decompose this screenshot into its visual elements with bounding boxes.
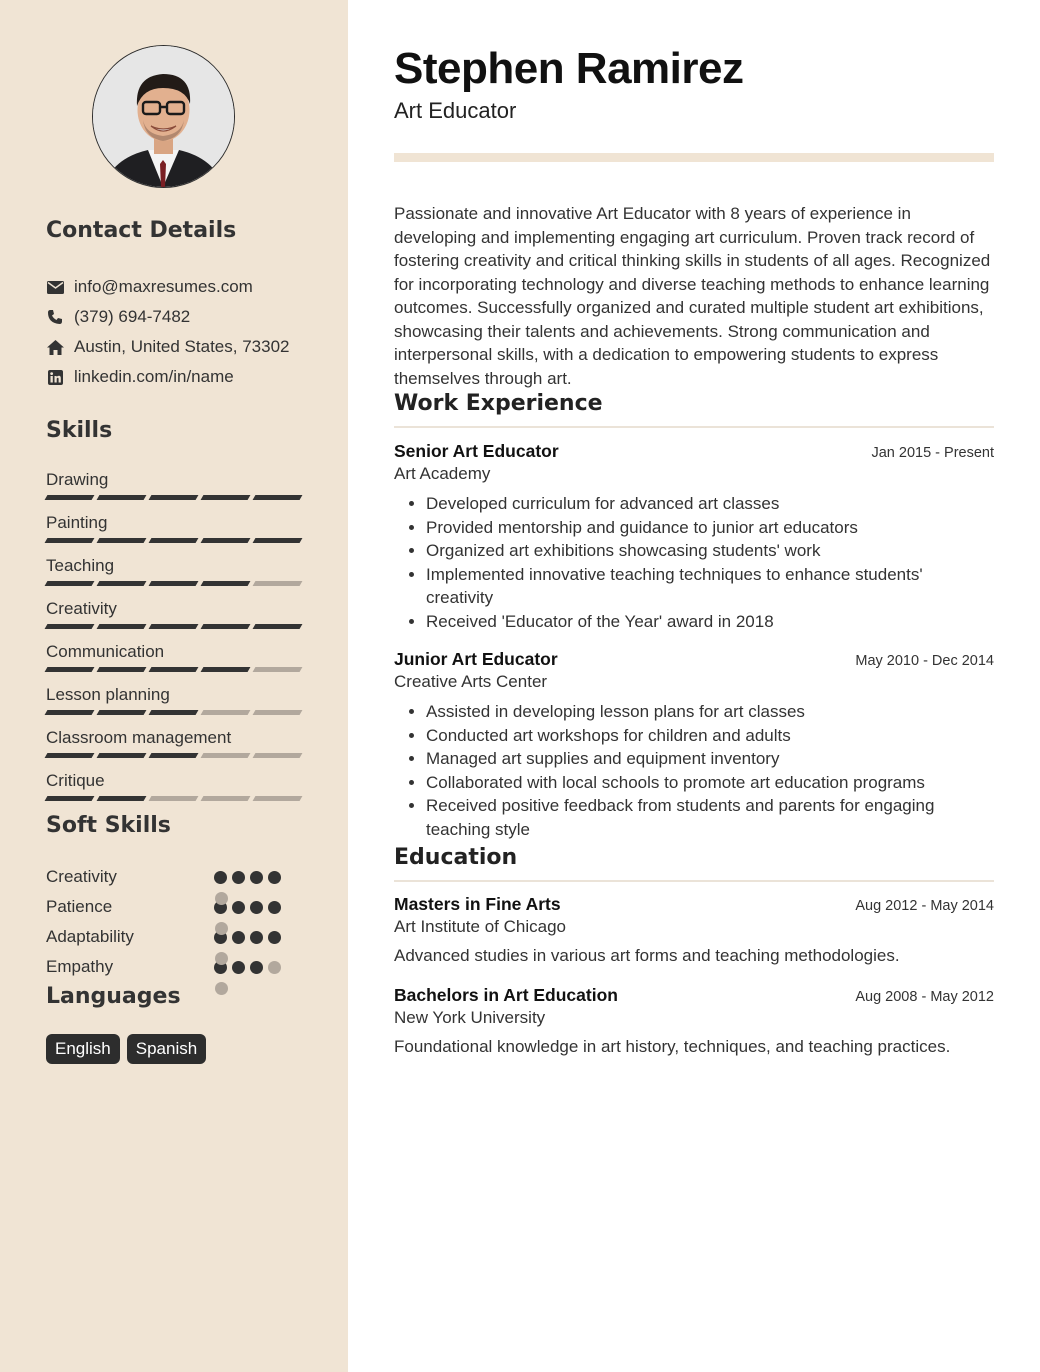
list-item: • Collaborated with local schools to promote art education programs: [426, 771, 994, 795]
soft-skill-item: [46, 892, 306, 922]
skill-level-segment: [97, 624, 147, 629]
soft-skill-name: Patience: [46, 897, 113, 916]
list-item: • Organized art exhibitions showcasing students' work: [426, 539, 994, 563]
skill-level-segment: [149, 667, 199, 672]
soft-skill-item: [46, 862, 306, 892]
education-entry: [394, 985, 994, 1057]
rating-dot: [250, 871, 263, 884]
skill-level-segment: [253, 538, 303, 543]
skill-name: Painting: [46, 513, 108, 532]
skill-level-segment: [97, 581, 147, 586]
rating-dot-decor: [215, 922, 228, 935]
contact-list: [46, 272, 336, 392]
skill-level-bar: [46, 753, 302, 758]
skill-level-segment: [149, 753, 199, 758]
rating-dot: [268, 961, 281, 974]
skill-item: [46, 683, 302, 726]
job-dates: May 2010 - Dec 2014: [855, 653, 994, 669]
rating-dot: [250, 901, 263, 914]
skill-level-segment: [253, 667, 303, 672]
skill-level-segment: [201, 667, 251, 672]
profile-photo: [92, 45, 235, 188]
skills-list: [46, 468, 302, 812]
skill-level-segment: [45, 624, 95, 629]
skill-level-segment: [97, 796, 147, 801]
degree-title: Bachelors in Art Education: [394, 985, 618, 1005]
skill-level-bar: [46, 710, 302, 715]
work-divider: [394, 426, 994, 428]
rating-dot: [214, 871, 227, 884]
skill-level-segment: [201, 624, 251, 629]
skill-level-segment: [201, 538, 251, 543]
skill-level-segment: [45, 495, 95, 500]
rating-dot: [268, 871, 281, 884]
degree-description: Foundational knowledge in art history, techniques, and teaching practices.: [394, 1037, 951, 1056]
list-item: • Conducted art workshops for children and adults: [426, 724, 994, 748]
list-item: • Assisted in developing lesson plans for art classes: [426, 700, 994, 724]
skill-level-segment: [253, 710, 303, 715]
skill-level-segment: [253, 495, 303, 500]
location-text: Austin, United States, 73302: [74, 337, 290, 356]
skill-level-segment: [97, 495, 147, 500]
sidebar: [0, 0, 348, 1372]
soft-skills-heading: Soft Skills: [46, 813, 171, 838]
job-bullets: [394, 492, 994, 633]
skill-level-segment: [45, 796, 95, 801]
degree-description: Advanced studies in various art forms and teaching methodologies.: [394, 946, 900, 965]
language-badge: Spanish: [127, 1034, 206, 1064]
list-item: • Received positive feedback from students and parents for engaging teaching style: [426, 794, 994, 841]
rating-dot-decor: [215, 982, 228, 995]
skill-level-segment: [149, 581, 199, 586]
skill-item: [46, 511, 302, 554]
skill-level-segment: [201, 753, 251, 758]
rating-dot: [268, 931, 281, 944]
candidate-name: Stephen Ramirez: [394, 44, 744, 93]
skill-level-segment: [97, 710, 147, 715]
summary-text: Passionate and innovative Art Educator with 8 years of experience in developing and implementing engaging art curriculum. Proven track record of fostering creativity and critical thinking skills in students of all ages. Recognized for incorporating technology and diverse teaching methods to enhance learning outcomes. Successfully organized and curated multiple student art exhibitions, showcasing their talents and achievements. Strong communication and interpersonal skills, with a dedication to empowering students to express themselves through art.: [394, 204, 991, 388]
phone-icon: [46, 308, 64, 326]
contact-phone: [46, 302, 336, 332]
soft-skill-name: Empathy: [46, 957, 114, 976]
skill-level-segment: [97, 753, 147, 758]
skill-level-segment: [149, 796, 199, 801]
languages-list: [46, 1034, 206, 1064]
skill-item: [46, 769, 302, 812]
soft-skill-item: [46, 952, 306, 982]
rating-dot: [232, 961, 245, 974]
job-bullets: [394, 700, 994, 841]
phone-text[interactable]: (379) 694-7482: [74, 307, 191, 326]
skill-name: Lesson planning: [46, 685, 170, 704]
rating-dot-decor: [215, 892, 228, 905]
job-company: Art Academy: [394, 464, 491, 483]
skill-level-bar: [46, 624, 302, 629]
header-divider: [394, 153, 994, 162]
languages-heading: Languages: [46, 984, 181, 1009]
skill-level-segment: [45, 538, 95, 543]
linkedin-icon: [46, 368, 64, 386]
candidate-title: Art Educator: [394, 98, 517, 123]
rating-dot: [250, 931, 263, 944]
skill-level-bar: [46, 667, 302, 672]
degree-title: Masters in Fine Arts: [394, 894, 561, 914]
job-title: Junior Art Educator: [394, 649, 558, 669]
education-heading: Education: [394, 845, 518, 870]
skill-item: [46, 640, 302, 683]
contact-location: [46, 332, 336, 362]
skill-level-bar: [46, 796, 302, 801]
skill-level-segment: [45, 667, 95, 672]
skill-level-bar: [46, 581, 302, 586]
skill-level-segment: [45, 710, 95, 715]
envelope-icon: [46, 278, 64, 296]
soft-skill-item: [46, 922, 306, 952]
skill-level-segment: [149, 495, 199, 500]
soft-skill-name: Creativity: [46, 867, 117, 886]
skill-level-segment: [149, 538, 199, 543]
contact-email: [46, 272, 336, 302]
skill-item: [46, 726, 302, 769]
skill-level-segment: [45, 581, 95, 586]
rating-dot: [232, 931, 245, 944]
home-icon: [46, 338, 64, 356]
skill-name: Classroom management: [46, 728, 232, 747]
skill-level-segment: [97, 667, 147, 672]
skill-level-segment: [253, 581, 303, 586]
contact-heading: Contact Details: [46, 218, 237, 243]
skill-name: Creativity: [46, 599, 117, 618]
email-text[interactable]: info@maxresumes.com: [74, 277, 253, 296]
work-heading: Work Experience: [394, 391, 603, 416]
contact-linkedin: [46, 362, 336, 392]
skill-level-bar: [46, 495, 302, 500]
skill-name: Critique: [46, 771, 105, 790]
skill-level-segment: [97, 538, 147, 543]
skill-name: Drawing: [46, 470, 109, 489]
list-item: • Received 'Educator of the Year' award in 2018: [426, 610, 994, 634]
rating-dot-decor: [215, 952, 228, 965]
job-company: Creative Arts Center: [394, 672, 548, 691]
rating-dot: [250, 961, 263, 974]
rating-dot: [232, 871, 245, 884]
soft-skill-rating: [214, 871, 281, 884]
work-entry: [394, 649, 994, 841]
list-item: • Managed art supplies and equipment inventory: [426, 747, 994, 771]
job-dates: Jan 2015 - Present: [871, 445, 994, 461]
skill-level-segment: [253, 624, 303, 629]
skill-item: [46, 468, 302, 511]
skill-name: Teaching: [46, 556, 115, 575]
skill-level-segment: [253, 796, 303, 801]
skill-level-segment: [45, 753, 95, 758]
school-name: New York University: [394, 1008, 546, 1027]
skill-name: Communication: [46, 642, 165, 661]
rating-dot: [232, 901, 245, 914]
school-name: Art Institute of Chicago: [394, 917, 566, 936]
skill-item: [46, 597, 302, 640]
education-divider: [394, 880, 994, 882]
skill-level-segment: [149, 710, 199, 715]
skill-item: [46, 554, 302, 597]
list-item: • Developed curriculum for advanced art classes: [426, 492, 994, 516]
work-entry: [394, 441, 994, 633]
skill-level-bar: [46, 538, 302, 543]
list-item: • Implemented innovative teaching techniques to enhance students' creativity: [426, 563, 994, 610]
skill-level-segment: [149, 624, 199, 629]
degree-dates: Aug 2008 - May 2012: [855, 989, 994, 1005]
rating-dot: [268, 901, 281, 914]
skill-level-segment: [201, 796, 251, 801]
skill-level-segment: [253, 753, 303, 758]
linkedin-text[interactable]: linkedin.com/in/name: [74, 367, 234, 386]
list-item: • Provided mentorship and guidance to junior art educators: [426, 516, 994, 540]
skill-level-segment: [201, 495, 251, 500]
soft-skill-name: Adaptability: [46, 927, 134, 946]
skill-level-segment: [201, 581, 251, 586]
soft-skills-list: [46, 862, 306, 982]
job-title: Senior Art Educator: [394, 441, 559, 461]
language-badge: English: [46, 1034, 120, 1064]
skill-level-segment: [201, 710, 251, 715]
degree-dates: Aug 2012 - May 2014: [855, 898, 994, 914]
skills-heading: Skills: [46, 418, 113, 443]
education-entry: [394, 894, 994, 966]
